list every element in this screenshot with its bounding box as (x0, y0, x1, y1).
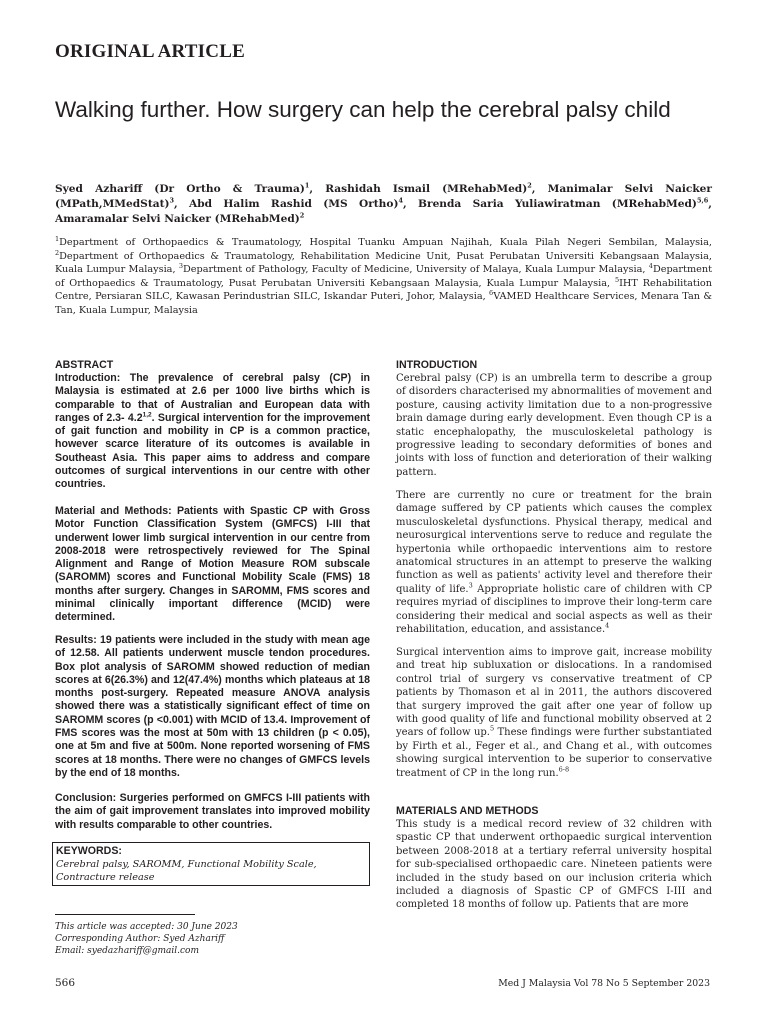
paragraph-text: Appropriate holistic care of children with CP requires myriad of disciplines to improve their long-term care considering their medical and social aspects as well as their rehabilitation, education, and assistance. (396, 583, 712, 636)
introduction-section (396, 359, 712, 479)
author-list: Syed Azhariff (Dr Ortho & Trauma)$^1$, Rashidah Ismail (MRehabMed)$^2$, Manimalar Selvi Naicker (MPath,MMedStat)$^3$, Abd Halim Rashid (MS Ortho)$^4$, Brenda Saria Yuliawiratman (MRehabMed)$^{5,6}$, Amaramalar Selvi Naicker (MRehabMed)$^2$ (55, 181, 712, 225)
abstract-heading: ABSTRACT (55, 359, 114, 371)
abstract-intro-label: Introduction: (55, 372, 121, 384)
abstract-intro-text-cont: . Surgical intervention for the improvement of gait function and mobility in CP is a common practice, however scarce literature of its outcomes is available in Southeast Asia. This paper aims to address and compare outcomes of surgical interventions in our centre with other countries. (55, 411, 370, 491)
affiliation-mark: 5 (614, 275, 620, 284)
methods-paragraph-1: This study is a medical record review of 32 children with spastic CP that underwent orthopaedic surgical intervention between 2008-2018 at a tertiary referral university hospital for sub-specialised orthopaedic care. Nineteen patients were included in the study based on our inclusion criteria which included a diagnosis of Spastic CP of GMFCS I-III and completed 18 months of follow up. Patients that are more (396, 819, 712, 911)
abstract (55, 359, 370, 492)
abstract-methods: Material and Methods: Patients with Spastic CP with Gross Motor Function Classification System (GMFCS) I-III that underwent lower limb surgical intervention in our centre from 2008-2018 were retrospectively reviewed for The Spinal Alignment and Range of Motion Measure ROM subscale (SAROMM) scores and Functional Mobility Scale (FMS) 18 months after surgery. Changes in SAROMM, FMS scores and minimal clinically important difference (MCID) were determined. (55, 505, 370, 624)
section-label: ORIGINAL ARTICLE (55, 41, 245, 62)
corresponding-author-note: Corresponding Author: Syed Azhariff (55, 934, 225, 944)
keywords-text: Cerebral palsy, SAROMM, Functional Mobility Scale, Contracture release (56, 859, 317, 884)
affiliation-mark: 4 (648, 261, 653, 270)
author-name: Manimalar Selvi Naicker (MPath,MMedStat) (55, 183, 712, 210)
author-name: Amaramalar Selvi Naicker (MRehabMed) (55, 213, 300, 225)
methods-section (396, 805, 712, 912)
author-affiliation-mark: 3 (169, 196, 175, 205)
page-number: 566 (55, 977, 76, 989)
keywords-box (52, 842, 370, 886)
footnotes (55, 921, 238, 957)
keywords-heading: KEYWORDS: (56, 845, 122, 857)
accepted-note: This article was accepted: 30 June 2023 (55, 922, 238, 932)
email-note: Email: syedazhariff@gmail.com (55, 946, 200, 956)
introduction-paragraph-3 (396, 646, 712, 780)
article-title: Walking further. How surgery can help the cerebral palsy child (55, 97, 671, 122)
affiliation-mark: 6 (489, 288, 494, 297)
affiliation-text: Department of Orthopaedics & Traumatology, Pusat Perubatan Universiti Kebangsaan Malaysia, Kuala Lumpur Malaysia, (55, 264, 712, 289)
author-name: Abd Halim Rashid (MS Ortho) (189, 198, 399, 210)
affiliation-text: Department of Pathology, Faculty of Medicine, University of Malaya, Kuala Lumpur Malaysia, (183, 264, 649, 275)
paragraph-text: Surgical intervention aims to improve gait, increase mobility and treat hip subluxation or dislocations. In a randomised control trial of surgery vs conservative treatment of CP patients by Thomason et al in 2011, the authors discovered that surgery improved the gait after one year of follow up with good quality of life and functional mobility observed at 2 years of follow up. (396, 647, 712, 739)
introduction-paragraph-2 (396, 489, 712, 636)
journal-reference: Med J Malaysia Vol 78 No 5 September 2023 (498, 978, 710, 989)
abstract-intro-text: The prevalence of cerebral palsy (CP) in Malaysia is estimated at 2.6 per 1000 live births which is comparable to that of Australian and European data with ranges of 2.3- 4.2 (55, 372, 370, 424)
affiliation-text: VAMED Healthcare Services, Menara Tan & Tan, Kuala Lumpur, Malaysia (55, 291, 712, 316)
author-affiliation-mark: 4 (398, 196, 403, 205)
affiliation-mark: 1 (55, 234, 60, 243)
affiliation-text: IHT Rehabilitation Centre, Persiaran SILC, Kawasan Perindustrian SILC, Iskandar Puteri, Johor, Malaysia, (55, 277, 712, 302)
introduction-paragraph-1: Cerebral palsy (CP) is an umbrella term to describe a group of disorders characterised my abnormalities of movement and posture, causing activity limitation due to a non-progressive brain damage during early development. Even though CP is a static encephalopathy, the musculoskeletal pathology is progressive leading to secondary deformities of bones and joints with loss of function and deterioration of their walking pattern. (396, 373, 712, 478)
paragraph-text: These findings were further substantiated by Firth et al., Feger et al., and Chang et al., with outcomes showing surgical intervention to be superior to conservative treatment of CP in the long run. (396, 727, 713, 779)
introduction-heading: INTRODUCTION (396, 359, 478, 371)
affiliation-mark: 3 (178, 261, 184, 270)
methods-heading: MATERIALS AND METHODS (396, 805, 539, 817)
author-affiliation-mark: 5,6 (696, 196, 709, 205)
abstract-introduction (55, 372, 370, 492)
abstract-results: Results: 19 patients were included in the study with mean age of 12.58. All patients underwent muscle tendon procedures. Box plot analysis of SAROMM showed reduction of median scores at 6(26.3%) and 12(47.4%) months which plateaus at 18 months post-surgery. Repeated measure ANOVA analysis showed there was a statistically significant effect of time on SAROMM scores (p <0.001) with MCID of 13.4. Improvement of FMS scores was the most at 50m with 13 children (p < 0.05), one at 5m and five at 500m. None reported worsening of FMS scores at 18 months. There were no changes of GMFCS levels by the end of 18 months. (55, 634, 370, 779)
citation-mark: 4 (605, 621, 610, 630)
footnote-divider (55, 914, 195, 915)
citation-mark: 3 (468, 581, 473, 590)
affiliation-text: Department of Orthopaedics & Traumatology, Rehabilitation Medicine Unit, Pusat Perubatan Universiti Kebangsaan Malaysia, Kuala Lumpur Malaysia, (55, 250, 712, 275)
paragraph-text: There are currently no cure or treatment for the brain damage suffered by CP patients which causes the complex musculoskeletal dysfunctions. Physical therapy, medical and neurosurgical interventions serve to reduce and regulate the hypertonia while orthopaedic interventions aim to restore anatomical structures in an attempt to preserve the walking function as well as patients' activity level and therefore their quality of life. (396, 490, 712, 595)
affiliation-text: Department of Orthopaedics & Traumatology, Hospital Tuanku Ampuan Najihah, Kuala Pilah Negeri Sembilan, Malaysia, (59, 237, 712, 248)
citation-mark: 5 (489, 725, 495, 734)
author-affiliation-mark: 1 (304, 181, 310, 190)
author-affiliation-mark: 2 (527, 181, 532, 190)
affiliation-list (55, 236, 712, 317)
affiliation-mark: 2 (55, 248, 60, 257)
author-name: Syed Azhariff (Dr Ortho & Trauma) (55, 183, 305, 195)
author-name: Rashidah Ismail (MRehabMed) (325, 183, 528, 195)
citation-mark: 1,2 (142, 411, 152, 419)
author-name: Brenda Saria Yuliawiratman (MRehabMed) (418, 198, 697, 210)
author-affiliation-mark: 2 (299, 211, 305, 220)
citation-mark: 6-8 (558, 765, 570, 774)
abstract-conclusion: Conclusion: Surgeries performed on GMFCS I-III patients with the aim of gait improvement translates into improved mobility with results comparable to other countries. (55, 792, 370, 831)
